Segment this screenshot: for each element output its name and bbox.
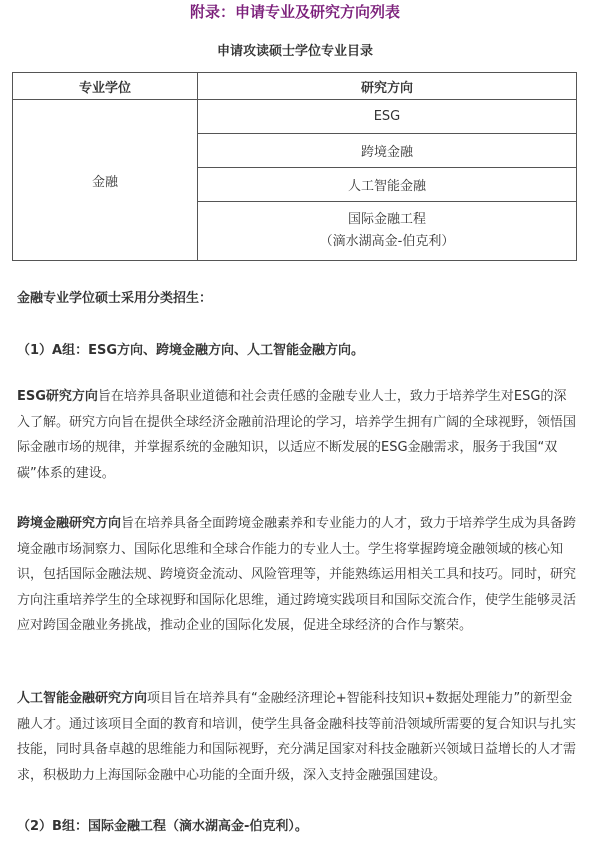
direction-cell-financial-engineering: [198, 202, 577, 261]
esg-title: ESG研究方向: [17, 389, 98, 404]
cross-border-paragraph: [17, 511, 577, 639]
ai-title: 人工智能金融研究方向: [17, 691, 148, 706]
direction-program: （滴水湖高金-伯克利）: [319, 234, 455, 249]
major-catalog-table: [12, 72, 577, 261]
esg-paragraph: [17, 384, 577, 486]
direction-cell-cross-border: 跨境金融: [198, 134, 577, 168]
table-title: 申请攻读硕士学位专业目录: [216, 44, 373, 59]
direction-name: 国际金融工程: [347, 212, 426, 227]
intro-text: 金融专业学位硕士采用分类招生：: [17, 291, 213, 306]
group-a-heading: （1）A组：ESG方向、跨境金融方向、人工智能金融方向。: [17, 343, 365, 358]
ai-text: 项目旨在培养具有“金融经济理论+智能科技知识+数据处理能力”的新型金融人才。通过该项目全面的教育和培训，使学生具备金融科技等前沿领域所需要的复合知识与扎实技能，同时具备卓越的思维能力和国际视野，充分满足国家对科技金融新兴领域日益增长的人才需求，积极助力上海国际金融中心功能的全面升级，深入支持金融强国建设。: [17, 691, 577, 783]
header-major: 专业学位: [13, 73, 198, 100]
esg-text: 旨在培养具备职业道德和社会责任感的金融专业人士，致力于培养学生对ESG的深入了解。研究方向旨在提供全球经济金融前沿理论的学习，培养学生拥有广阔的全球视野，领悟国际金融市场的规律，并掌握系统的金融知识，以适应不断发展的ESG金融需求，服务于我国“双碳”体系的建设。: [17, 389, 577, 481]
group-b-heading: （2）B组：国际金融工程（滴水湖高金-伯克利）。: [17, 819, 308, 834]
direction-cell-esg: ESG: [198, 100, 577, 134]
table-row: [13, 100, 577, 134]
page-title: 附录：申请专业及研究方向列表: [189, 3, 400, 21]
direction-cell-ai: 人工智能金融: [198, 168, 577, 202]
major-cell: 金融: [13, 100, 198, 261]
cross-border-text: 旨在培养具备全面跨境金融素养和专业能力的人才，致力于培养学生成为具备跨境金融市场洞察力、国际化思维和全球合作能力的专业人士。学生将掌握跨境金融领域的核心知识，包括国际金融法规、跨境资金流动、风险管理等，并能熟练运用相关工具和技巧。同时，研究方向注重培养学生的全球视野和国际化思维，通过跨境实践项目和国际交流合作，使学生能够灵活应对跨国金融业务挑战，推动企业的国际化发展，促进全球经济的合作与繁荣。: [17, 516, 577, 634]
header-direction: 研究方向: [198, 73, 577, 100]
cross-border-title: 跨境金融研究方向: [17, 516, 122, 531]
ai-paragraph: [17, 686, 577, 788]
table-header-row: [13, 73, 577, 100]
